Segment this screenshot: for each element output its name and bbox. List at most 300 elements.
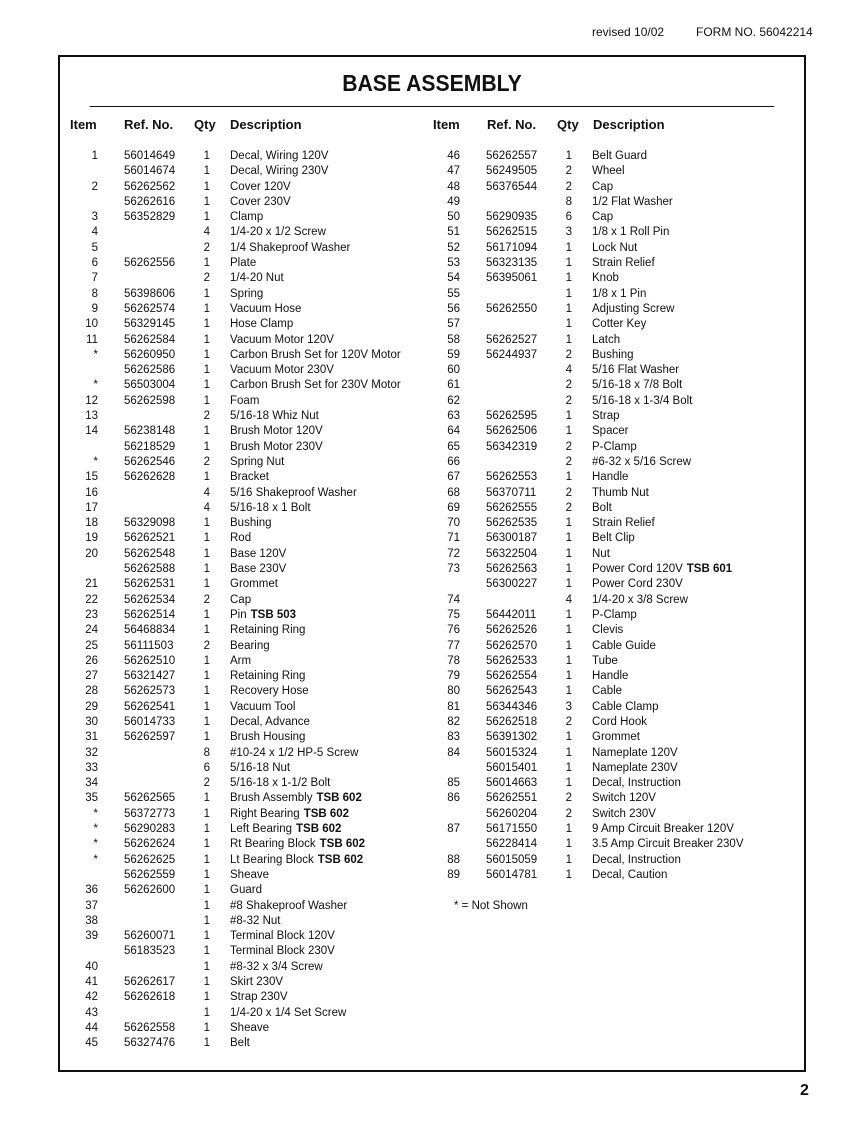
item-number: 9	[91, 302, 98, 315]
right-parts-rows	[422, 149, 782, 883]
description	[592, 562, 732, 577]
item-number: 43	[85, 1006, 98, 1019]
ref-number: 56262570	[486, 639, 538, 652]
item-number: 82	[447, 715, 460, 728]
ref-number: 56370711	[486, 486, 537, 499]
ref-number: 56249505	[486, 165, 538, 178]
ref-number: 56260071	[124, 930, 176, 943]
tsb-reference: TSB 602	[317, 853, 364, 866]
quantity: 1	[203, 379, 210, 392]
item-number: 66	[447, 455, 460, 468]
item-number: 80	[447, 685, 460, 698]
tsb-reference: TSB 602	[316, 792, 362, 805]
quantity: 1	[565, 241, 572, 254]
ref-number: 56218529	[124, 440, 176, 453]
description: #8-32 Nut	[230, 914, 281, 927]
description: Sheave	[230, 1021, 270, 1034]
description: Cap	[592, 180, 614, 193]
ref-number: 56228414	[486, 838, 538, 851]
item-number: 41	[85, 976, 98, 989]
description: Decal, Wiring 230V	[230, 165, 329, 178]
form-number: FORM NO. 56042214	[696, 25, 813, 39]
quantity: 6	[565, 211, 572, 224]
quantity: 1	[203, 823, 210, 836]
quantity: 1	[565, 272, 572, 285]
quantity: 1	[203, 914, 210, 927]
quantity: 1	[203, 930, 210, 943]
item-number: 42	[85, 991, 98, 1004]
quantity: 2	[565, 394, 572, 407]
table-row	[422, 562, 782, 577]
item-number: 5	[91, 241, 98, 254]
table-row	[60, 822, 420, 837]
table-row	[422, 164, 782, 179]
item-number: 37	[85, 899, 98, 912]
quantity: 1	[565, 868, 572, 881]
item-number: 64	[447, 425, 460, 438]
description: Guard	[230, 884, 262, 897]
item-number: 2	[91, 180, 98, 193]
description: Decal, Advance	[230, 715, 310, 728]
quantity: 1	[565, 318, 572, 331]
description: Cord Hook	[592, 715, 647, 728]
item-number: 1	[91, 150, 98, 162]
header-description: Description	[230, 117, 302, 132]
description-text: Brush Assembly	[230, 792, 313, 805]
description: Spring Nut	[230, 455, 285, 468]
table-row	[60, 271, 420, 286]
quantity: 1	[203, 608, 210, 621]
ref-number: 56342319	[486, 440, 538, 453]
quantity: 1	[565, 578, 572, 591]
ref-number: 56262521	[124, 532, 176, 545]
table-row	[422, 730, 782, 745]
description: Carbon Brush Set for 120V Motor	[230, 348, 401, 361]
table-row	[60, 149, 420, 164]
item-number: 3	[91, 211, 98, 224]
table-row	[422, 180, 782, 195]
ref-number: 56244937	[486, 348, 538, 361]
table-row	[60, 241, 420, 256]
footnote: * = Not Shown	[454, 900, 528, 912]
table-row	[422, 577, 782, 592]
quantity: 1	[203, 976, 210, 989]
ref-number: 56398606	[124, 287, 176, 300]
table-row	[422, 654, 782, 669]
table-row	[422, 455, 782, 470]
description: Wheel	[592, 165, 625, 178]
table-row	[422, 271, 782, 286]
ref-number: 56262527	[486, 333, 538, 346]
ref-number: 56262628	[124, 471, 176, 484]
item-number: 49	[447, 195, 460, 208]
quantity: 1	[203, 211, 210, 224]
ref-number: 56262557	[486, 150, 538, 162]
description: Cable Guide	[592, 639, 656, 652]
table-row	[60, 348, 420, 363]
table-row	[60, 1006, 420, 1021]
ref-number: 56171550	[486, 823, 538, 836]
description: Hose Clamp	[230, 318, 294, 331]
item-number: 75	[447, 608, 460, 621]
ref-number: 56372773	[124, 807, 176, 820]
quantity: 2	[203, 777, 210, 790]
tsb-reference: TSB 602	[319, 838, 366, 851]
table-row	[422, 241, 782, 256]
description	[230, 837, 365, 852]
description: 1/2 Flat Washer	[592, 195, 673, 208]
ref-number: 56262514	[124, 608, 176, 621]
table-row	[422, 776, 782, 791]
ref-number: 56262555	[486, 501, 538, 514]
quantity: 1	[203, 792, 210, 805]
header-qty: Qty	[557, 117, 579, 132]
quantity: 2	[565, 440, 572, 453]
description: 1/4-20 x 1/4 Set Screw	[230, 1006, 347, 1019]
item-number: 78	[447, 654, 460, 667]
table-row	[60, 868, 420, 883]
quantity: 1	[565, 532, 572, 545]
description: Nameplate 120V	[592, 746, 678, 759]
table-row	[60, 639, 420, 654]
item-number: 88	[447, 853, 460, 866]
item-number: 46	[447, 150, 460, 162]
table-row	[60, 287, 420, 302]
item-number: 87	[447, 823, 460, 836]
item-number: *	[93, 823, 98, 836]
description: Vacuum Motor 230V	[230, 364, 334, 377]
ref-number: 56344346	[486, 700, 538, 713]
item-number: 45	[85, 1037, 98, 1050]
tsb-reference: TSB 503	[250, 608, 297, 621]
description: Decal, Wiring 120V	[230, 150, 329, 162]
ref-number: 56015324	[486, 746, 538, 759]
ref-number: 56329145	[124, 318, 176, 331]
description: 5/16-18 Whiz Nut	[230, 410, 319, 423]
quantity: 1	[565, 823, 572, 836]
quantity: 2	[565, 501, 572, 514]
table-row	[422, 807, 782, 822]
description: Brush Motor 230V	[230, 440, 323, 453]
table-row	[60, 424, 420, 439]
description: Bolt	[592, 501, 612, 514]
quantity: 2	[565, 807, 572, 820]
quantity: 1	[565, 853, 572, 866]
description: 5/16 Shakeproof Washer	[230, 486, 357, 499]
quantity: 1	[203, 318, 210, 331]
table-row	[60, 195, 420, 210]
description: Decal, Instruction	[592, 777, 681, 790]
table-row	[60, 409, 420, 424]
quantity: 2	[565, 455, 572, 468]
item-number: 74	[447, 593, 460, 606]
description: Brush Housing	[230, 731, 306, 744]
table-row	[60, 899, 420, 914]
quantity: 1	[203, 180, 210, 193]
description: 5/16-18 x 7/8 Bolt	[592, 379, 683, 392]
table-row	[60, 180, 420, 195]
description: Foam	[230, 394, 260, 407]
header-ref-no: Ref. No.	[124, 117, 174, 132]
table-row	[422, 684, 782, 699]
table-row	[60, 776, 420, 791]
description-text: Left Bearing	[230, 823, 293, 836]
ref-number: 56262535	[486, 517, 538, 530]
ref-number: 56290283	[124, 823, 176, 836]
item-number: 18	[85, 517, 98, 530]
ref-number: 56300187	[486, 532, 538, 545]
quantity: 2	[565, 180, 572, 193]
ref-number: 56262556	[124, 257, 176, 270]
item-number: *	[93, 807, 98, 820]
tsb-reference: TSB 602	[296, 823, 342, 836]
quantity: 8	[565, 195, 572, 208]
quantity: 1	[203, 150, 210, 162]
table-row	[422, 822, 782, 837]
table-row	[60, 455, 420, 470]
item-number: 36	[85, 884, 98, 897]
quantity: 1	[565, 761, 572, 774]
description: Decal, Caution	[592, 868, 668, 881]
table-row	[60, 378, 420, 393]
ref-number: 56262546	[124, 455, 176, 468]
quantity: 4	[203, 501, 210, 514]
table-row	[422, 700, 782, 715]
item-number: 73	[447, 563, 460, 576]
table-row	[60, 256, 420, 271]
table-row	[60, 944, 420, 959]
description: Vacuum Motor 120V	[230, 333, 334, 346]
ref-number: 56262588	[124, 563, 176, 576]
table-row	[422, 486, 782, 501]
table-row	[60, 715, 420, 730]
description: Base 230V	[230, 563, 287, 576]
quantity: 1	[565, 608, 572, 621]
quantity: 4	[203, 226, 210, 239]
quantity: 1	[203, 853, 210, 866]
table-row	[60, 333, 420, 348]
table-row	[60, 929, 420, 944]
quantity: 1	[203, 578, 210, 591]
item-number: 86	[447, 792, 460, 805]
quantity: 1	[565, 150, 572, 162]
description: Clevis	[592, 624, 624, 637]
description: 1/4-20 x 3/8 Screw	[592, 593, 688, 606]
item-number: 51	[447, 226, 460, 239]
description: #8 Shakeproof Washer	[230, 899, 348, 912]
ref-number: 56262565	[124, 792, 176, 805]
table-row	[422, 501, 782, 516]
description	[230, 807, 349, 822]
table-row	[60, 746, 420, 761]
description: Handle	[592, 670, 629, 683]
table-row	[422, 669, 782, 684]
item-number: 72	[447, 547, 460, 560]
description: 5/16-18 Nut	[230, 761, 291, 774]
item-number: 68	[447, 486, 460, 499]
description: Cable Clamp	[592, 700, 659, 713]
quantity: 1	[565, 746, 572, 759]
ref-number: 56238148	[124, 425, 176, 438]
ref-number: 56262518	[486, 715, 538, 728]
ref-number: 56329098	[124, 517, 176, 530]
table-row	[60, 210, 420, 225]
description: Carbon Brush Set for 230V Motor	[230, 379, 401, 392]
quantity: 2	[565, 348, 572, 361]
ref-number: 56111503	[124, 639, 174, 652]
table-row	[422, 394, 782, 409]
ref-number: 56262598	[124, 394, 176, 407]
table-row	[60, 302, 420, 317]
header-item: Item	[70, 117, 97, 132]
table-row	[422, 761, 782, 776]
quantity: 1	[203, 165, 210, 178]
item-number: *	[93, 853, 98, 866]
description: Strap	[592, 410, 620, 423]
table-row	[60, 470, 420, 485]
quantity: 1	[565, 624, 572, 637]
ref-number: 56262625	[124, 853, 176, 866]
table-row	[60, 593, 420, 608]
item-number: 27	[85, 670, 98, 683]
quantity: 1	[203, 700, 210, 713]
table-row	[422, 623, 782, 638]
quantity: 1	[203, 991, 210, 1004]
ref-number: 56262554	[486, 670, 538, 683]
ref-number: 56262534	[124, 593, 176, 606]
item-number: 38	[85, 914, 98, 927]
ref-number: 56262551	[486, 792, 538, 805]
table-row	[422, 516, 782, 531]
description: 1/4-20 x 1/2 Screw	[230, 226, 326, 239]
ref-number: 56262526	[486, 624, 538, 637]
item-number: 60	[447, 364, 460, 377]
table-row	[60, 501, 420, 516]
quantity: 1	[203, 532, 210, 545]
description	[230, 822, 341, 837]
item-number: 71	[447, 532, 460, 545]
ref-number: 56395061	[486, 272, 538, 285]
description: Vacuum Hose	[230, 302, 302, 315]
table-row	[60, 516, 420, 531]
header-item: Item	[433, 117, 460, 132]
description: Retaining Ring	[230, 670, 306, 683]
description: P-Clamp	[592, 440, 637, 453]
table-row	[60, 730, 420, 745]
quantity: 1	[565, 471, 572, 484]
quantity: 1	[203, 670, 210, 683]
quantity: 2	[565, 486, 572, 499]
ref-number: 56327476	[124, 1037, 176, 1050]
ref-number: 56015401	[486, 761, 538, 774]
quantity: 1	[203, 348, 210, 361]
table-row	[60, 700, 420, 715]
left-parts-rows	[60, 149, 420, 1052]
description: Belt Guard	[592, 150, 647, 162]
ref-number: 56262597	[124, 731, 176, 744]
header-qty: Qty	[194, 117, 216, 132]
quantity: 1	[203, 960, 210, 973]
item-number: 4	[91, 226, 98, 239]
description: Grommet	[592, 731, 640, 744]
item-number: 21	[85, 578, 98, 591]
table-row	[60, 960, 420, 975]
item-number: 48	[447, 180, 460, 193]
description: 5/16-18 x 1-3/4 Bolt	[592, 394, 693, 407]
table-row	[422, 149, 782, 164]
description: Tube	[592, 654, 618, 667]
description: Clamp	[230, 211, 264, 224]
table-row	[422, 791, 782, 806]
quantity: 3	[565, 226, 572, 239]
item-number: 13	[85, 410, 98, 423]
table-row	[422, 317, 782, 332]
quantity: 1	[565, 563, 572, 576]
table-row	[60, 164, 420, 179]
quantity: 1	[203, 563, 210, 576]
table-row	[60, 914, 420, 929]
ref-number: 56323135	[486, 257, 538, 270]
description: 1/4 Shakeproof Washer	[230, 241, 351, 254]
table-row	[60, 577, 420, 592]
quantity: 1	[203, 517, 210, 530]
quantity: 3	[565, 700, 572, 713]
description: Cover 120V	[230, 180, 291, 193]
description: 1/8 x 1 Roll Pin	[592, 226, 670, 239]
description: Latch	[592, 333, 621, 346]
quantity: 2	[203, 639, 210, 652]
item-number: 57	[447, 318, 460, 331]
description: Bushing	[592, 348, 634, 361]
description: Lock Nut	[592, 241, 638, 254]
description: #10-24 x 1/2 HP-5 Screw	[230, 746, 359, 759]
table-row	[422, 531, 782, 546]
quantity: 2	[565, 379, 572, 392]
item-number: 14	[85, 425, 98, 438]
description: Strap 230V	[230, 991, 288, 1004]
page-number: 2	[800, 1082, 809, 1099]
quantity: 2	[203, 272, 210, 285]
quantity: 1	[565, 517, 572, 530]
ref-number: 56262533	[486, 654, 538, 667]
description: Nameplate 230V	[592, 761, 678, 774]
table-row	[422, 363, 782, 378]
tsb-reference: TSB 602	[303, 807, 350, 820]
ref-number: 56391302	[486, 731, 538, 744]
description: Terminal Block 230V	[230, 945, 335, 958]
item-number: 79	[447, 670, 460, 683]
item-number: *	[93, 455, 98, 468]
ref-number: 56503004	[124, 379, 176, 392]
table-row	[60, 363, 420, 378]
table-row	[422, 593, 782, 608]
description-text: Power Cord 120V	[592, 563, 683, 576]
description: Brush Motor 120V	[230, 425, 323, 438]
item-number: 34	[85, 777, 98, 790]
ref-number: 56262548	[124, 547, 176, 560]
quantity: 2	[565, 792, 572, 805]
item-number: 84	[447, 746, 460, 759]
table-row	[60, 853, 420, 868]
ref-number: 56171094	[486, 241, 538, 254]
ref-number: 56262624	[124, 838, 176, 851]
quantity: 1	[203, 624, 210, 637]
item-number: 32	[85, 746, 98, 759]
quantity: 1	[203, 257, 210, 270]
table-row	[60, 562, 420, 577]
item-number: 35	[85, 792, 98, 805]
item-number: 30	[85, 715, 98, 728]
